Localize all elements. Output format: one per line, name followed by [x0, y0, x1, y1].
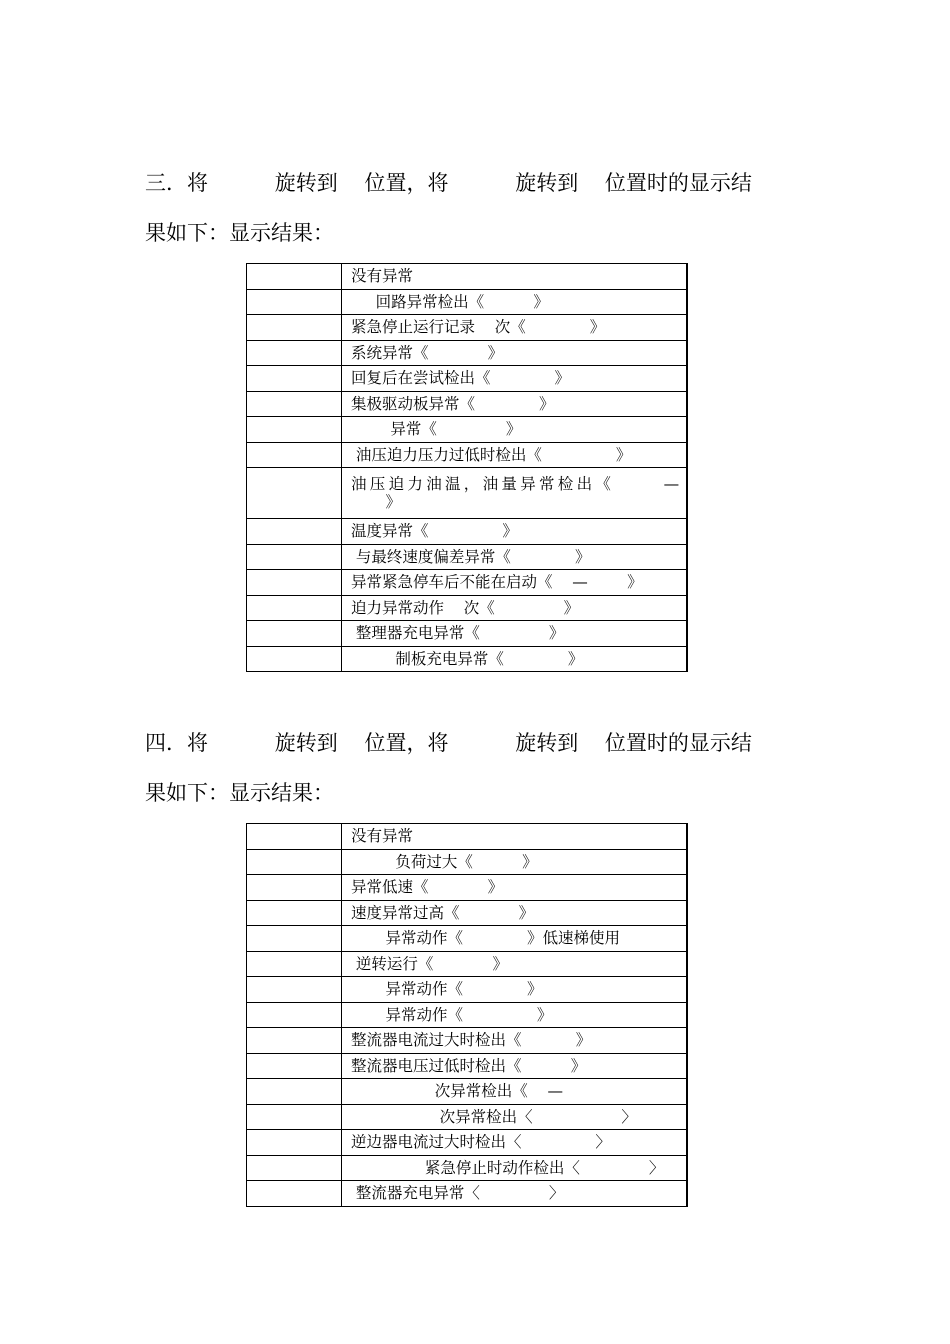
table-cell: 整流器电流过大时检出《 》	[342, 1028, 688, 1054]
section3-table	[246, 263, 688, 672]
table-cell	[342, 468, 688, 519]
table-row	[247, 926, 688, 952]
table-row	[247, 977, 688, 1003]
table-cell: 次异常检出〈 〉	[342, 1104, 688, 1130]
table-cell: 异常低速《 》	[342, 875, 688, 901]
table-row	[247, 264, 688, 290]
section3-heading-line1: 三．将 旋转到 位置，将 旋转到 位置时的显示结	[145, 171, 752, 195]
table-cell: 集极驱动板异常《 》	[342, 391, 688, 417]
cell-line: 》	[351, 493, 401, 511]
table-cell: 速度异常过高《 》	[342, 900, 688, 926]
table-row	[247, 544, 688, 570]
table-row	[247, 875, 688, 901]
table-cell: 系统异常《 》	[342, 340, 688, 366]
table-cell: 回路异常检出《 》	[342, 289, 688, 315]
table-row	[247, 1079, 688, 1105]
table-row	[247, 1028, 688, 1054]
table-row	[247, 417, 688, 443]
table-cell: 油压迫力压力过低时检出《 》	[342, 442, 688, 468]
table-cell: 整流器充电异常〈 〉	[342, 1181, 688, 1207]
table-cell: 负荷过大《 》	[342, 849, 688, 875]
table-cell: 整流器电压过低时检出《 》	[342, 1053, 688, 1079]
table-row	[247, 646, 688, 672]
table-cell: 回复后在尝试检出《 》	[342, 366, 688, 392]
table-row	[247, 340, 688, 366]
table-row	[247, 621, 688, 647]
table-cell: 没有异常	[342, 824, 688, 850]
table-row	[247, 595, 688, 621]
table-cell: 异常动作《 》	[342, 977, 688, 1003]
table-row	[247, 391, 688, 417]
cell-line: 油压迫力油温，油量异常检出《 —	[351, 475, 683, 493]
table-cell: 没有异常	[342, 264, 688, 290]
table-row	[247, 519, 688, 545]
table-row	[247, 1130, 688, 1156]
table-row	[247, 442, 688, 468]
table-cell: 与最终速度偏差异常《 》	[342, 544, 688, 570]
table-cell: 异常《 》	[342, 417, 688, 443]
table-row	[247, 1104, 688, 1130]
table-row	[247, 824, 688, 850]
table-cell: 温度异常《 》	[342, 519, 688, 545]
table-row	[247, 849, 688, 875]
table-row	[247, 289, 688, 315]
table-row	[247, 366, 688, 392]
table-cell: 紧急停止时动作检出〈 〉	[342, 1155, 688, 1181]
table-row	[247, 468, 688, 519]
table-cell: 紧急停止运行记录 次《 》	[342, 315, 688, 341]
table-row	[247, 570, 688, 596]
section3-heading-line2: 果如下：显示结果：	[145, 221, 334, 245]
table-row	[247, 315, 688, 341]
section4-heading-line2: 果如下：显示结果：	[145, 781, 334, 805]
table-cell: 次异常检出《 —	[342, 1079, 688, 1105]
table-row	[247, 951, 688, 977]
table-cell: 异常紧急停车后不能在启动《 — 》	[342, 570, 688, 596]
table-row	[247, 900, 688, 926]
section4-heading-line1: 四．将 旋转到 位置，将 旋转到 位置时的显示结	[145, 731, 752, 755]
table-row	[247, 1181, 688, 1207]
table-row	[247, 1053, 688, 1079]
table-cell: 异常动作《 》	[342, 1002, 688, 1028]
section4-table	[246, 823, 688, 1207]
table-cell: 制板充电异常《 》	[342, 646, 688, 672]
table-cell: 逆边器电流过大时检出〈 〉	[342, 1130, 688, 1156]
table-cell: 异常动作《 》低速梯使用	[342, 926, 688, 952]
table-cell: 逆转运行《 》	[342, 951, 688, 977]
table-cell: 整理器充电异常《 》	[342, 621, 688, 647]
table-cell: 迫力异常动作 次《 》	[342, 595, 688, 621]
table-row	[247, 1155, 688, 1181]
table-row	[247, 1002, 688, 1028]
